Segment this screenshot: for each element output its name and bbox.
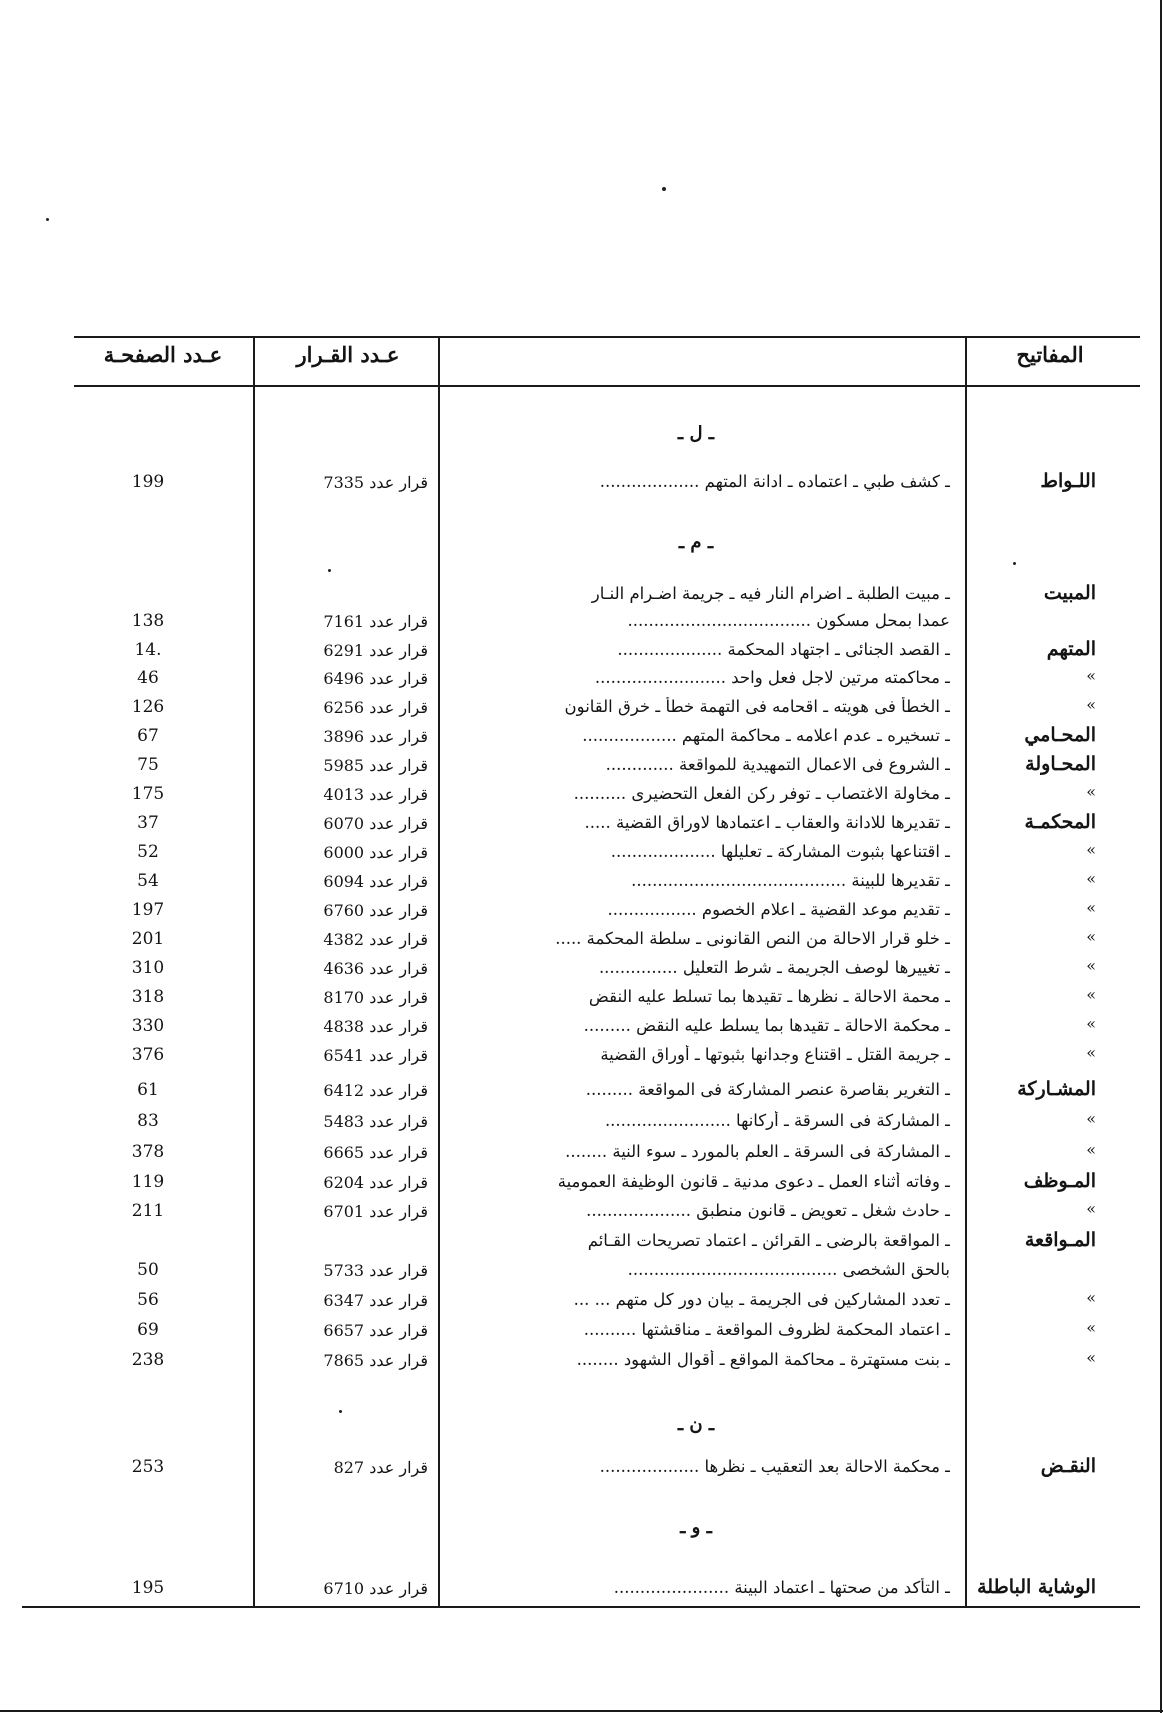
header-bottom-rule [74, 385, 1140, 387]
ditto-mark: » [1086, 927, 1096, 946]
scan-speck [328, 569, 331, 572]
decision-number: قرار عدد 4382 [323, 930, 428, 949]
index-row [0, 724, 1163, 752]
index-row [0, 638, 1163, 666]
page-number: 238 [131, 1350, 165, 1370]
subject-text: ـ تقديرها للبينة ......................................... [631, 871, 950, 890]
page-number: 195 [131, 1578, 165, 1598]
index-row [0, 811, 1163, 839]
subject-text: ـ جريمة القتل ـ اقتناع وجدانها بثبوتها ـ أوراق القضية [600, 1045, 950, 1064]
index-row [0, 609, 1163, 637]
decision-number: قرار عدد 6204 [323, 1173, 428, 1192]
ditto-mark: » [1086, 1199, 1096, 1218]
index-row [0, 666, 1163, 694]
subject-text: ـ محمة الاحالة ـ نظرها ـ تقيدها بما تسلط عليه النقض [588, 987, 950, 1006]
decision-number: قرار عدد 7161 [323, 612, 428, 631]
page-number: 378 [131, 1142, 165, 1162]
index-row [0, 1078, 1163, 1106]
scan-speck [339, 1410, 342, 1413]
page-number: 46 [137, 668, 159, 688]
index-row [0, 782, 1163, 810]
ditto-mark: » [1086, 1318, 1096, 1337]
keyword: المحكمـة [1024, 811, 1096, 833]
page-number: 253 [131, 1457, 165, 1477]
decision-number: قرار عدد 6000 [323, 843, 428, 862]
page-number: 61 [137, 1080, 159, 1100]
ditto-mark: » [1086, 1109, 1096, 1128]
index-row [0, 1318, 1163, 1346]
page-number: 318 [131, 987, 165, 1007]
index-row [0, 985, 1163, 1013]
ditto-mark: » [1086, 1140, 1096, 1159]
decision-number: قرار عدد 4636 [323, 959, 428, 978]
page-number: 69 [137, 1320, 159, 1340]
index-row [0, 1229, 1163, 1257]
decision-number: قرار عدد 6256 [323, 698, 428, 717]
subject-text: ـ المشاركة فى السرقة ـ أركانها ........................ [604, 1111, 950, 1130]
scan-speck [662, 187, 666, 191]
subject-text: ـ القصد الجنائى ـ اجتهاد المحكمة .................... [617, 640, 950, 659]
ditto-mark: » [1086, 985, 1096, 1004]
index-row [0, 1258, 1163, 1286]
page-frame-bottom [0, 1710, 1163, 1712]
ditto-mark: » [1086, 1043, 1096, 1062]
subject-text: ـ تغييرها لوصف الجريمة ـ شرط التعليل ............... [598, 958, 950, 977]
header-top-rule [74, 336, 1140, 338]
header-page-number: عـدد الصفحـة [103, 342, 223, 367]
subject-text: ـ خلو قرار الاحالة من النص القانونى ـ سلطة المحكمة ..... [555, 929, 950, 948]
decision-number: قرار عدد 6496 [323, 669, 428, 688]
subject-text: ـ اعتماد المحكمة لظروف المواقعة ـ مناقشتها .......... [583, 1320, 950, 1339]
index-row [0, 1455, 1163, 1483]
decision-number: قرار عدد 4838 [323, 1017, 428, 1036]
decision-number: قرار عدد 6094 [323, 872, 428, 891]
decision-number: قرار عدد 5483 [323, 1112, 428, 1131]
keyword: النقـض [1040, 1455, 1096, 1477]
subject-text: ـ مخاولة الاغتصاب ـ توفر ركن الفعل التحضيرى .......... [573, 784, 950, 803]
index-row [0, 1140, 1163, 1168]
subject-text: ـ تسخيره ـ عدم اعلامه ـ محاكمة المتهم .................. [582, 726, 950, 745]
index-row [0, 927, 1163, 955]
header-keywords: المفاتيح [1016, 342, 1084, 367]
page-number: 37 [137, 813, 159, 833]
decision-number: قرار عدد 7335 [323, 473, 428, 492]
ditto-mark: » [1086, 1348, 1096, 1367]
decision-number: قرار عدد 6070 [323, 814, 428, 833]
decision-number: قرار عدد 4013 [323, 785, 428, 804]
keyword: المشـاركة [1017, 1078, 1096, 1100]
page-number: 201 [131, 929, 165, 949]
index-row [0, 1199, 1163, 1227]
index-row [0, 869, 1163, 897]
subject-text: ـ مبيت الطلبة ـ اضرام النار فيه ـ جريمة اضـرام النـار [591, 584, 950, 603]
decision-number: قرار عدد 6657 [323, 1321, 428, 1340]
decision-number: قرار عدد 6347 [323, 1291, 428, 1310]
decision-number: قرار عدد 6701 [323, 1202, 428, 1221]
page-number: 54 [137, 871, 159, 891]
page-number: 52 [137, 842, 159, 862]
subject-text: ـ الخطأ فى هويته ـ اقحامه فى التهمة خطأ ـ خرق القانون [564, 697, 950, 716]
ditto-mark: » [1086, 782, 1096, 801]
ditto-mark: » [1086, 956, 1096, 975]
page-number: 126 [131, 697, 165, 717]
subject-text: ـ وفاته أثناء العمل ـ دعوى مدنية ـ قانون الوظيفة العمومية [557, 1172, 950, 1191]
index-row [0, 695, 1163, 723]
index-row [0, 1043, 1163, 1071]
subject-text: ـ حادث شغل ـ تعويض ـ قانون منطبق .................... [586, 1201, 950, 1220]
ditto-mark: » [1086, 840, 1096, 859]
decision-number: قرار عدد 6541 [323, 1046, 428, 1065]
index-row [0, 956, 1163, 984]
subject-text: ـ الشروع فى الاعمال التمهيدية للمواقعة ............. [605, 755, 950, 774]
section-lam: ـ ل ـ [677, 423, 715, 444]
decision-number: قرار عدد 7865 [323, 1351, 428, 1370]
keyword: المحـامي [1024, 724, 1096, 746]
section-waw: ـ و ـ [680, 1517, 712, 1538]
index-row [0, 1576, 1163, 1604]
keyword: المبيت [1043, 582, 1096, 604]
keyword: المـوظف [1023, 1170, 1096, 1192]
page-number: 211 [131, 1201, 165, 1221]
subject-text: ـ محكمة الاحالة بعد التعقيب ـ نظرها ................... [599, 1457, 950, 1476]
page-number: 50 [137, 1260, 159, 1280]
header-decision-number: عـدد القـرار [296, 342, 400, 367]
page-number: 119 [131, 1172, 165, 1192]
decision-number: قرار عدد 6760 [323, 901, 428, 920]
subject-text: ـ المشاركة فى السرقة ـ العلم بالمورد ـ سوء النية ........ [565, 1142, 950, 1161]
decision-number: قرار عدد 6412 [323, 1081, 428, 1100]
decision-number: قرار عدد 827 [333, 1458, 428, 1477]
ditto-mark: » [1086, 1014, 1096, 1033]
page-number: 199 [131, 472, 165, 492]
decision-number: قرار عدد 6665 [323, 1143, 428, 1162]
decision-number: قرار عدد 5733 [323, 1261, 428, 1280]
ditto-mark: » [1086, 666, 1096, 685]
scan-speck [46, 218, 49, 221]
decision-number: قرار عدد 3896 [323, 727, 428, 746]
decision-number: قرار عدد 5985 [323, 756, 428, 775]
decision-number: قرار عدد 6291 [323, 641, 428, 660]
subject-text: ـ التغرير بقاصرة عنصر المشاركة فى المواقعة ......... [585, 1080, 950, 1099]
keyword: اللـواط [1040, 470, 1096, 492]
index-row [0, 1014, 1163, 1042]
keyword: الوشاية الباطلة [977, 1576, 1096, 1598]
page-number: 56 [137, 1290, 159, 1310]
index-row [0, 582, 1163, 610]
subject-text: ـ تقديم موعد القضية ـ اعلام الخصوم ................. [607, 900, 950, 919]
index-row [0, 1170, 1163, 1198]
decision-number: قرار عدد 8170 [323, 988, 428, 1007]
page-number: 75 [137, 755, 159, 775]
page-number: 14. [134, 640, 162, 660]
subject-text: ـ المواقعة بالرضى ـ القرائن ـ اعتماد تصريحات القـائم [587, 1231, 950, 1250]
subject-text: ـ كشف طبي ـ اعتماده ـ ادانة المتهم ................... [599, 472, 950, 491]
subject-text: ـ التأكد من صحتها ـ اعتماد البينة ...................... [613, 1578, 950, 1597]
scan-speck [1013, 562, 1016, 565]
subject-text: ـ اقتناعها بثبوت المشاركة ـ تعليلها .................... [610, 842, 950, 861]
page-number: 138 [131, 611, 165, 631]
subject-text: عمدا بمحل مسكون ................................... [627, 611, 950, 630]
index-row [0, 753, 1163, 781]
ditto-mark: » [1086, 695, 1096, 714]
page-number: 83 [137, 1111, 159, 1131]
subject-text: بالحق الشخصى ........................................ [627, 1260, 950, 1279]
page-number: 197 [131, 900, 165, 920]
page-number: 175 [131, 784, 165, 804]
index-row [0, 1109, 1163, 1137]
section-nun: ـ ن ـ [677, 1414, 715, 1435]
subject-text: ـ تقديرها للادانة والعقاب ـ اعتمادها لاوراق القضية ..... [584, 813, 950, 832]
page-number: 330 [131, 1016, 165, 1036]
index-row [0, 840, 1163, 868]
index-row [0, 1288, 1163, 1316]
subject-text: ـ محاكمته مرتين لاجل فعل واحد ......................... [594, 668, 950, 687]
index-row [0, 470, 1163, 498]
decision-number: قرار عدد 6710 [323, 1579, 428, 1598]
ditto-mark: » [1086, 869, 1096, 888]
ditto-mark: » [1086, 1288, 1096, 1307]
keyword: المتهم [1046, 638, 1096, 660]
subject-text: ـ محكمة الاحالة ـ تقيدها بما يسلط عليه النقض ......... [583, 1016, 950, 1035]
keyword: المحـاولة [1025, 753, 1096, 775]
bottom-rule [22, 1606, 1140, 1608]
page-number: 67 [137, 726, 159, 746]
page-number: 310 [131, 958, 165, 978]
index-row [0, 898, 1163, 926]
index-row [0, 1348, 1163, 1376]
page-number: 376 [131, 1045, 165, 1065]
subject-text: ـ بنت مستهترة ـ محاكمة المواقع ـ أقوال الشهود ........ [576, 1350, 950, 1369]
section-mim: ـ م ـ [678, 532, 714, 553]
subject-text: ـ تعدد المشاركين فى الجريمة ـ بيان دور كل متهم ... ... [573, 1290, 950, 1309]
ditto-mark: » [1086, 898, 1096, 917]
keyword: المـواقعة [1024, 1229, 1096, 1251]
